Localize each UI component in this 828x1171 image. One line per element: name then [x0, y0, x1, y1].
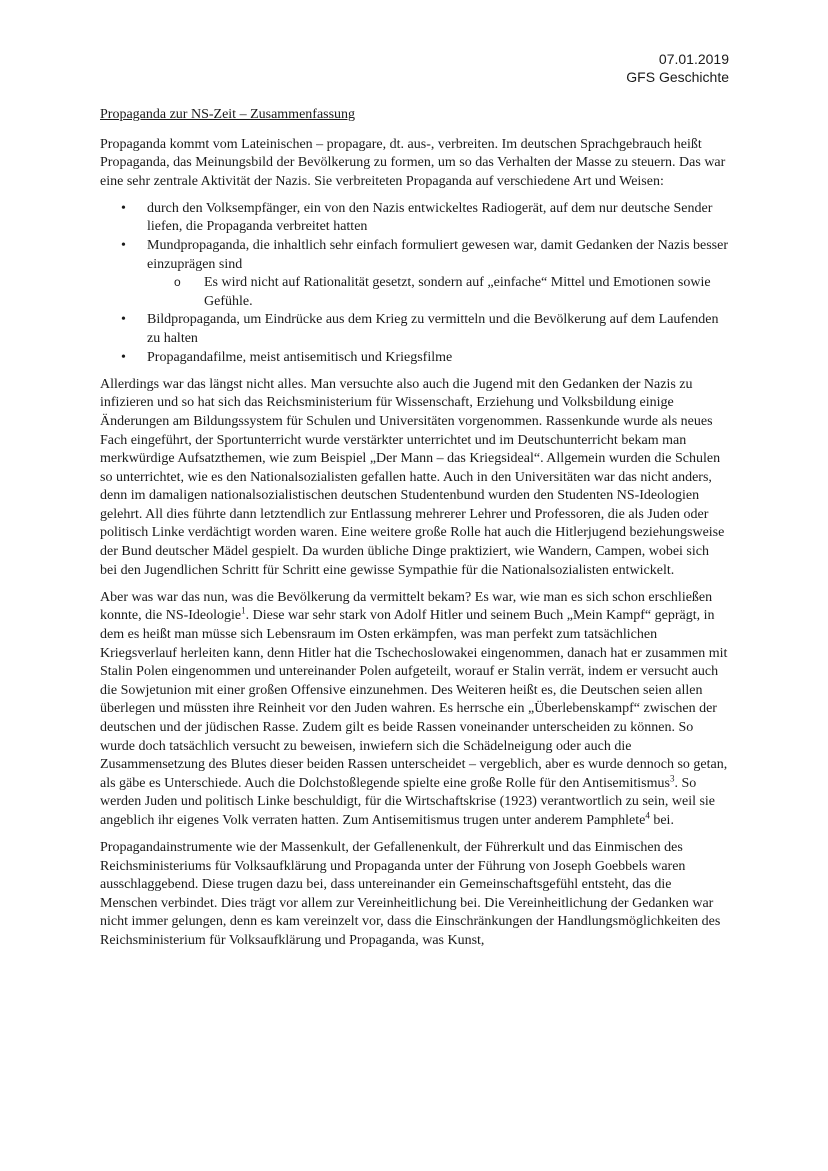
page-header [626, 50, 729, 86]
ideology-text-1: Aber was war das nun, was die Bevölkerung da vermittelt bekam? Es war, wie man es sich schon erschließen konnte, die NS-Ideologie [100, 589, 713, 624]
sub-list [147, 274, 728, 311]
list-item [100, 237, 728, 311]
sub-list-item-text: Es wird nicht auf Rationalität gesetzt, sondern auf „einfache“ Mittel und Emotionen sowie Gefühle. [204, 275, 711, 309]
instruments-paragraph: Propagandainstrumente wie der Massenkult, der Gefallenenkult, der Führerkult und das Einmischen des Reichsministeriums für Volksaufklärung und Propaganda unter der Führung von Joseph Goebbels waren ausschlaggebend. Diese trugen dazu bei, dass untereinander ein Gemeinschaftsgefühl entsteht, das die Menschen verbindet. Dies trägt vor allem zur Vereinheitlichung bei. Die Vereinheitlichung der Gedanken war nicht immer gelungen, denn es kam vereinzelt vor, dass die Einschränkungen der Handlungsmöglichkeiten des Reichsministerium für Volksaufklärung und Propaganda, was Kunst, [100, 839, 721, 948]
education-paragraph: Allerdings war das längst nicht alles. Man versuchte also auch die Jugend mit den Gedanken der Nazis zu infizieren und so hat sich das Reichsministerium für Wissenschaft, Erziehung und Volksbildung einige Änderungen am Bildungssystem für Schulen und Universitäten vorgenommen. Rassenkunde wurde als neues Fach eingeführt, der Sportunterricht wurde verstärkter unterrichtet und im Deutschunterricht bekam man merkwürdige Aufsatzthemen, wie zum Beispiel „Der Mann – das Kriegsideal“. Allgemein wurden die Schulen so unterrichtet, wie es den Nationalsozialisten gefallen hatte. Auch in den Universitäten war das nicht anders, denn im damaligen nationalsozialistischen deutschen Studentenbund wurden den Studenten NS-Ideologien gelehrt. All dies führte dann letztendlich zur Entlassung mehrerer Lehrer und Professoren, die als Juden oder politisch Linke verdächtigt worden waren. Eine weitere große Rolle hat auch die Hitlerjugend beziehungsweise der Bund deutscher Mädel gespielt. Da wurden übliche Dinge praktiziert, wie Wandern, Campen, wobei sich bei den Jugendlichen Schritt für Schritt eine gewisse Sympathie für die Nationalsozialisten entwickelt. [100, 376, 725, 578]
header-date: 07.01.2019 [658, 51, 729, 67]
intro-paragraph: Propaganda kommt vom Lateinischen – propagare, dt. aus-, verbreiten. Im deutschen Sprachgebrauch heißt Propaganda, das Meinungsbild der Bevölkerung zu formen, um so das Verhalten der Masse zu steuern. Das war eine sehr zentrale Aktivität der Nazis. Sie verbreiteten Propaganda auf verschiedene Art und Weisen: [100, 136, 726, 189]
ideology-text-2: . Diese war sehr stark von Adolf Hitler und seinem Buch „Mein Kampf“ geprägt, in dem es heißt man müsse sich Lebensraum im Osten erkämpfen, was man perfekt zum tatsächlichen Kriegsverlauf herleiten kann, denn Hitler hat die Tschechoslowakei eingenommen, danach hat er zusammen mit Stalin Polen eingenommen und untereinander Polen aufgeteilt, worauf er Stalin verrät, indem er versucht auch die Sowjetunion mit einer großen Offensive einzunehmen. Des Weiteren heißt es, die Deutschen seien allen überlegen und müssten ihre Reinheit vor den Juden wahren. Es herrsche ein „Überlebenskampf“ zwischen der deutschen und der jüdischen Rasse. Zudem gilt es beide Rassen voneinander unterscheiden zu können. So wurde doch tatsächlich versucht zu beweisen, inwiefern sich die Schädelneigung oder auch die Zusammensetzung des Blutes dieser beiden Rassen unterscheidet – vergeblich, aber es wurde dennoch so getan, als gäbe es Unterschiede. Auch die Dolchstoßlegende spielte eine große Rolle für den Antisemitismus [100, 608, 728, 791]
list-item-text: Bildpropaganda, um Eindrücke aus dem Krieg zu vermitteln und die Bevölkerung auf dem Laufenden zu halten [147, 312, 719, 347]
list-item [100, 200, 728, 237]
list-item-text: Mundpropaganda, die inhaltlich sehr einfach formuliert gewesen war, damit Gedanken der Nazis besser einzuprägen sind [147, 238, 729, 272]
ideology-paragraph [100, 589, 728, 831]
list-item [100, 311, 728, 348]
sub-list-item [147, 274, 728, 311]
header-subject: GFS Geschichte [626, 69, 729, 85]
document-title: Propaganda zur NS-Zeit – Zusammenfassung [100, 107, 356, 122]
propaganda-methods-list [100, 200, 728, 367]
footnote-ref-3[interactable]: 3 [669, 773, 675, 784]
footnote-ref-4[interactable]: 4 [645, 810, 650, 821]
document-body [100, 106, 728, 959]
list-item-text: Propagandafilme, meist antisemitisch und Kriegsfilme [147, 349, 453, 365]
footnote-ref-1[interactable]: 1 [241, 605, 246, 616]
ideology-text-4: bei. [649, 812, 674, 828]
list-item [100, 349, 728, 368]
list-item-text: durch den Volksempfänger, ein von den Nazis entwickeltes Radiogerät, auf dem nur deutsche Sender liefen, die Propaganda verbreitet hatten [147, 200, 713, 235]
ideology-text-3: . So werden Juden und politisch Linke beschuldigt, für die Wirtschaftskrise (1923) verantwortlich zu sein, weil sie angeblich ihr eigenes Volk verraten hatten. Zum Antisemitismus trugen unter anderem Pamphlete [100, 775, 716, 828]
